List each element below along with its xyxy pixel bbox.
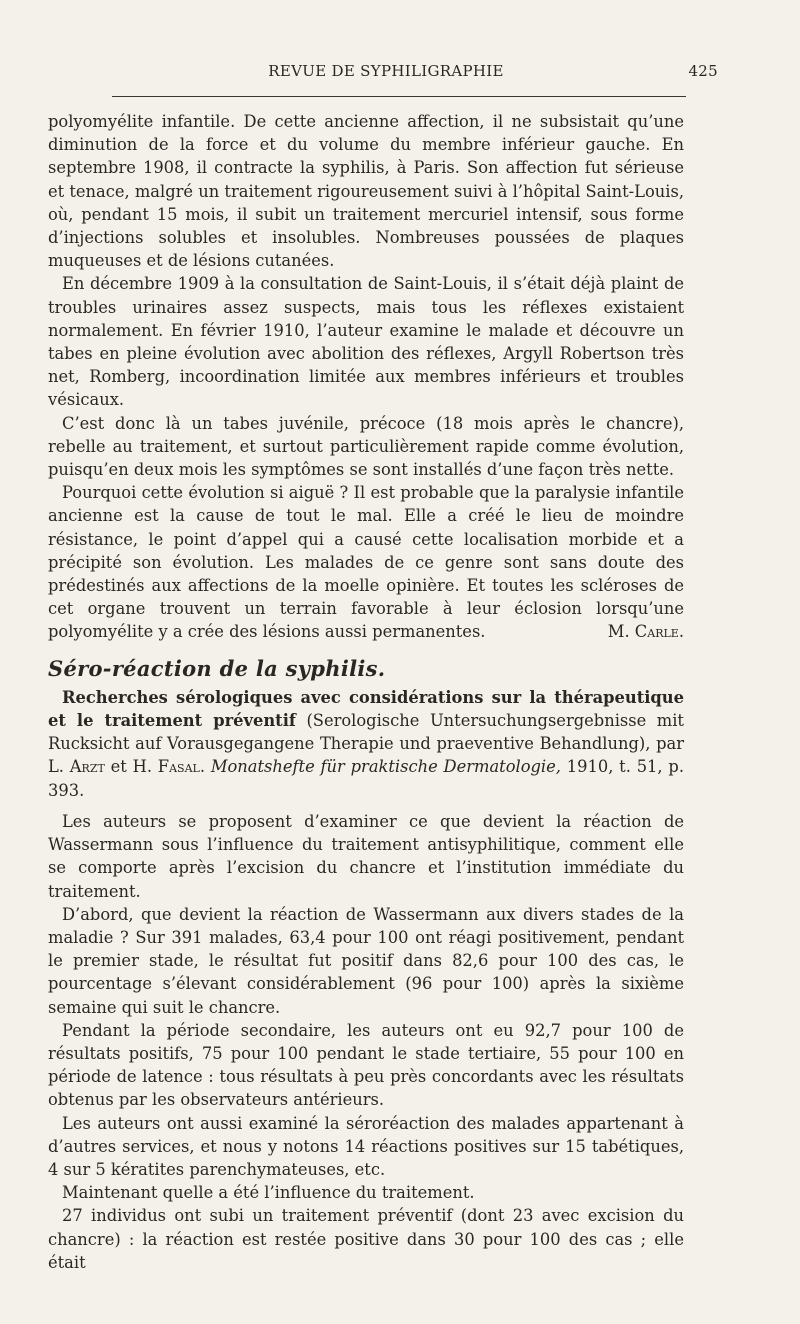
paragraph <box>48 481 684 643</box>
paragraph: 27 individus ont subi un traitement préventif (dont 23 avec excision du chancre) : la réaction est restée positive dans 30 pour 100 des cas ; elle était <box>48 1206 684 1272</box>
paragraph-text: Pourquoi cette évolution si aiguë ? Il est probable que la paralysie infantile ancienne est la cause de tout le mal. Elle a créé le lieu de moindre résistance, le point d’appel qui a causé cette localisation morbide et a précipité son évolution. Les malades de ce genre sont sans doute des prédestinés aux affections de la moelle opinière. Et toutes les scléroses de cet organe trouvent un terrain favorable à leur éclosion lorsqu’une polyomyélite y a crée des lésions aussi permanentes. <box>48 483 684 642</box>
conjunction: et <box>110 757 127 777</box>
paragraph: Maintenant quelle a été l’influence du traitement. <box>62 1183 475 1203</box>
bibliographic-reference <box>48 686 684 802</box>
journal-title: REVUE DE SYPHILIGRAPHIE <box>268 62 504 80</box>
reference-german-title: (Serologische Untersuchungsergebnisse mit Rucksicht auf Vorausgegangene Therapie und praeventive Behandlung), par <box>48 711 684 754</box>
signature: M. Carle. <box>607 622 684 642</box>
citation-details: 1910, t. 51, p. 393. <box>48 757 684 800</box>
paragraph: C’est donc là un tabes juvénile, précoce (18 mois après le chancre), rebelle au traitement, et surtout particulièrement rapide comme évolution, puisqu’en deux mois les symptômes se sont installés d’une façon très nette. <box>48 413 684 480</box>
running-head <box>48 62 718 82</box>
journal-name: Monatshefte für praktische Dermatologie, <box>210 757 561 777</box>
page-number: 425 <box>688 62 718 80</box>
paragraph: En décembre 1909 à la consultation de Saint-Louis, il s’était déjà plaint de troubles urinaires assez suspects, mais tous les réflexes existaient normalement. En février 1910, l’auteur examine le malade et découvre un tabes en pleine évolution avec abolition des réflexes, Argyll Robertson très net, Romberg, incoordination limitée aux membres inférieurs et troubles vésicaux. <box>48 274 684 410</box>
paragraph: Les auteurs ont aussi examiné la séroréaction des malades appartenant à d’autres services, et nous y notons 14 réactions positives sur 15 tabétiques, 4 sur 5 kératites parenchymateuses, etc. <box>48 1113 684 1179</box>
article-body <box>48 110 684 1274</box>
header-rule <box>112 96 686 97</box>
paragraph: Pendant la période secondaire, les auteurs ont eu 92,7 pour 100 de résultats positifs, 75 pour 100 pendant le stade tertiaire, 55 pour 100 en période de latence : tous résultats à peu près concordants avec les résultats obtenus par les observateurs antérieurs. <box>48 1020 684 1110</box>
reference-title: Recherches sérologiques avec considérations sur la thérapeutique et le traitement préventif <box>48 687 684 731</box>
author-name: H. Fasal. <box>132 757 206 777</box>
paragraph: Les auteurs se proposent d’examiner ce que devient la réaction de Wassermann sous l’influence du traitement antisyphilitique, comment elle se comporte après l’excision du chancre et l’institution immédiate du traitement. <box>48 811 684 901</box>
paragraph: polyomyélite infantile. De cette ancienne affection, il ne subsistait qu’une diminution de la force et du volume du membre inférieur gauche. En septembre 1908, il contracte la syphilis, à Paris. Son affection fut sérieuse et tenace, malgré un traitement rigoureusement suivi à l’hôpital Saint-Louis, où, pendant 15 mois, il subit un traitement mercuriel intensif, sous forme d’injections solubles et insolubles. Nombreuses poussées de plaques muqueuses et de lésions cutanées. <box>48 112 684 271</box>
author-name: L. Arzt <box>48 757 105 777</box>
paragraph: D’abord, que devient la réaction de Wassermann aux divers stades de la maladie ? Sur 391 malades, 63,4 pour 100 ont réagi positivement, pendant le premier stade, le résultat fut positif dans 82,6 pour 100 des cas, le pourcentage s’élevant considérablement (96 pour 100) après la sixième semaine qui suit le chancre. <box>48 904 684 1017</box>
spacer <box>48 802 684 810</box>
section-title: Séro-réaction de la syphilis. <box>48 655 386 681</box>
